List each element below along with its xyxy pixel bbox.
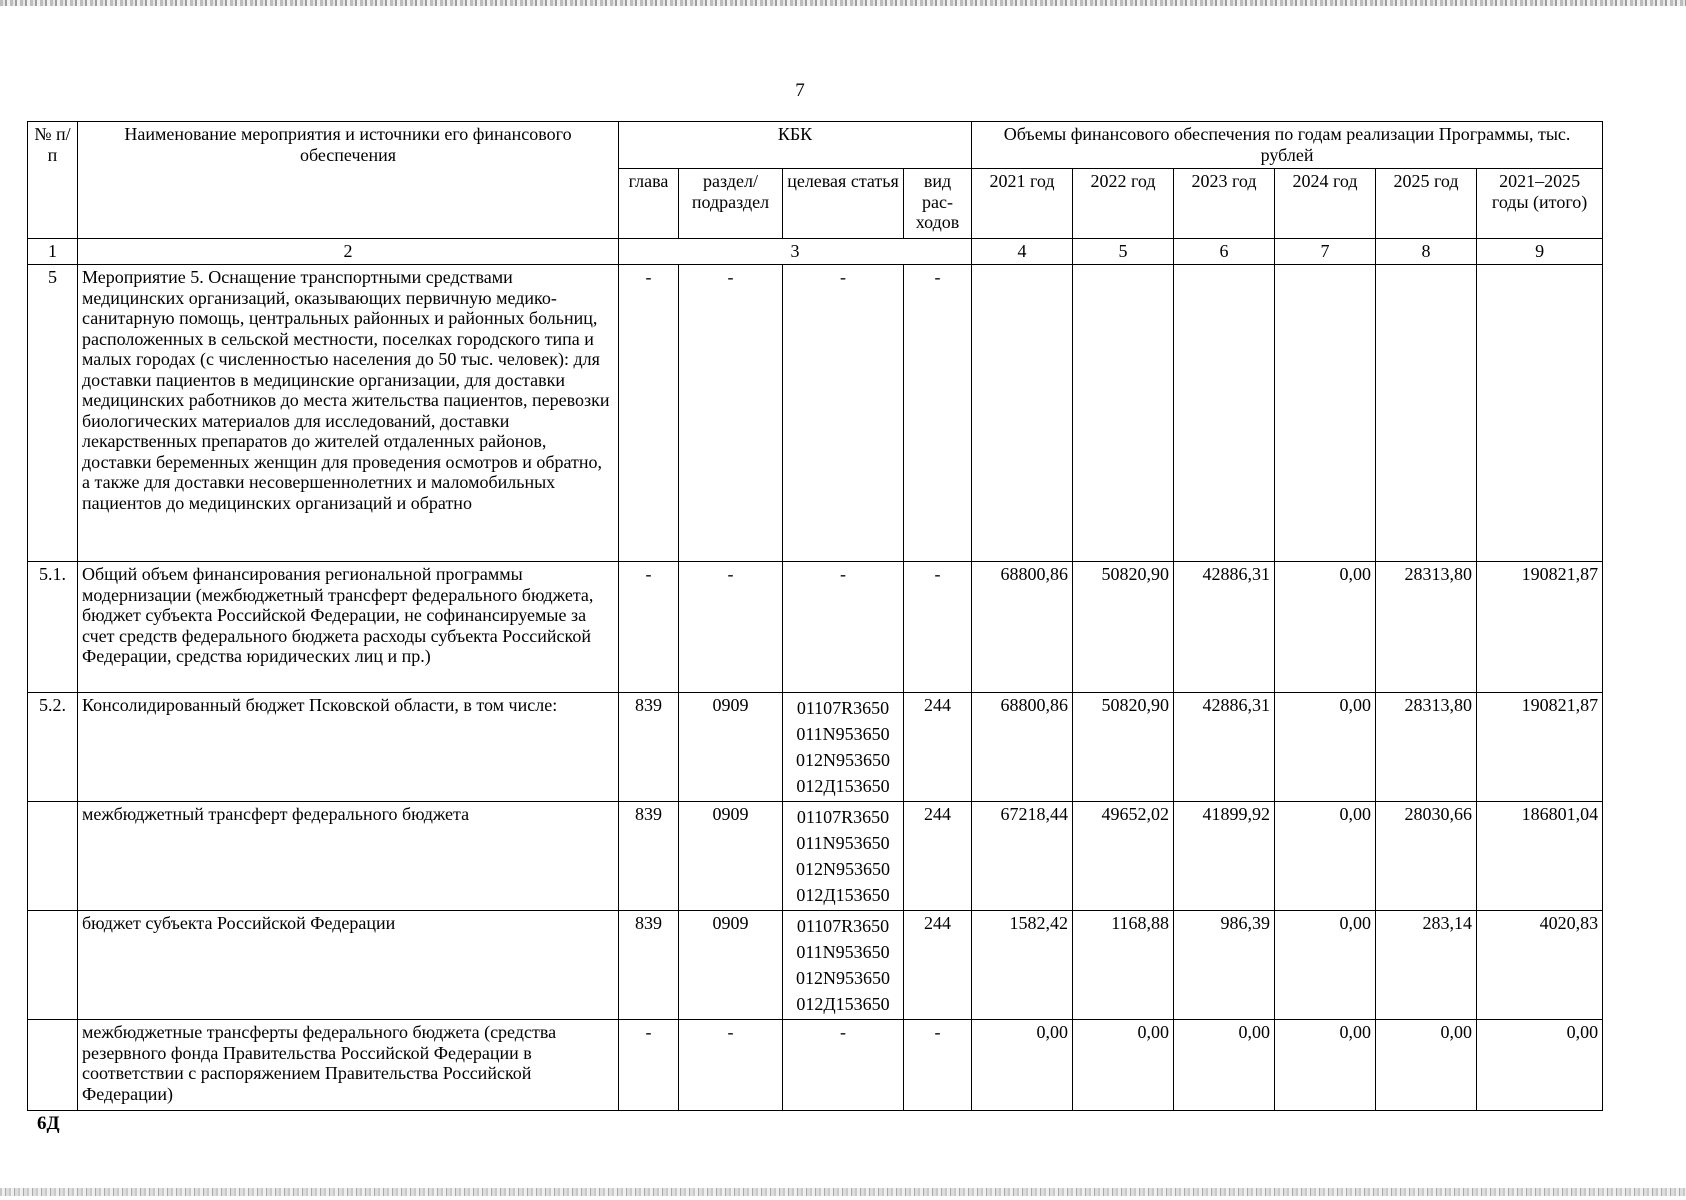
row-value — [1174, 265, 1275, 562]
row-value — [1477, 265, 1603, 562]
col-number: 4 — [972, 239, 1073, 265]
row-num: 5.1. — [28, 562, 78, 693]
row-value: 42886,31 — [1174, 693, 1275, 802]
col-number: 6 — [1174, 239, 1275, 265]
row-glava: 839 — [619, 693, 679, 802]
kbk-code: 012Д153650 — [796, 776, 890, 796]
row-value: 68800,86 — [972, 562, 1073, 693]
row-value: 42886,31 — [1174, 562, 1275, 693]
row-razdel: - — [679, 562, 783, 693]
row-name: бюджет субъекта Российской Федерации — [78, 911, 619, 1020]
row-razdel: 0909 — [679, 802, 783, 911]
col-number: 1 — [28, 239, 78, 265]
row-celevaya — [783, 802, 904, 911]
row-value: 4020,83 — [1477, 911, 1603, 1020]
row-value: 0,00 — [1073, 1020, 1174, 1111]
kbk-code: 01107R3650 — [796, 916, 890, 936]
kbk-code: 011N953650 — [796, 942, 890, 962]
table-row — [28, 693, 1603, 802]
row-razdel: 0909 — [679, 911, 783, 1020]
header-vid: вид рас-ходов — [904, 169, 972, 239]
kbk-code: 012N953650 — [796, 859, 890, 879]
row-vid: 244 — [904, 693, 972, 802]
row-value: 68800,86 — [972, 693, 1073, 802]
kbk-code: 011N953650 — [796, 833, 890, 853]
row-value: 283,14 — [1376, 911, 1477, 1020]
row-num — [28, 802, 78, 911]
row-celevaya — [783, 693, 904, 802]
row-celevaya: - — [783, 562, 904, 693]
row-glava: - — [619, 265, 679, 562]
table-row — [28, 562, 1603, 693]
row-value: 986,39 — [1174, 911, 1275, 1020]
header-year: 2021 год — [972, 169, 1073, 239]
header-celevaya: целевая статья — [783, 169, 904, 239]
row-razdel: - — [679, 265, 783, 562]
kbk-code: 012N953650 — [796, 968, 890, 988]
scan-edge-top — [0, 0, 1686, 6]
header-row-1 — [28, 122, 1603, 169]
row-vid: - — [904, 265, 972, 562]
row-value: 0,00 — [972, 1020, 1073, 1111]
row-celevaya — [783, 911, 904, 1020]
row-value — [1275, 265, 1376, 562]
row-value: 1168,88 — [1073, 911, 1174, 1020]
footer-code: 6Д — [37, 1113, 60, 1134]
row-value: 0,00 — [1275, 1020, 1376, 1111]
row-value — [972, 265, 1073, 562]
row-value: 0,00 — [1275, 802, 1376, 911]
kbk-code: 012Д153650 — [796, 994, 890, 1014]
col-number: 5 — [1073, 239, 1174, 265]
col-number: 7 — [1275, 239, 1376, 265]
table-row — [28, 265, 1603, 562]
row-value: 49652,02 — [1073, 802, 1174, 911]
col-number: 9 — [1477, 239, 1603, 265]
row-value: 41899,92 — [1174, 802, 1275, 911]
row-value: 0,00 — [1477, 1020, 1603, 1111]
row-celevaya: - — [783, 265, 904, 562]
row-name: Общий объем финансирования региональной программы модернизации (межбюджетный трансферт федерального бюджета, бюджет субъекта Российской Федерации, не софинансируемые за счет средств федерального бюджета расходы субъекта Российской Федерации, средства юридических лиц и пр.) — [78, 562, 619, 693]
table-row — [28, 1020, 1603, 1111]
row-glava: 839 — [619, 911, 679, 1020]
header-name: Наименование мероприятия и источники его финансового обеспечения — [78, 122, 619, 239]
row-value: 0,00 — [1275, 911, 1376, 1020]
financing-table — [27, 121, 1603, 1111]
row-num — [28, 911, 78, 1020]
row-value: 0,00 — [1275, 693, 1376, 802]
header-year-total: 2021–2025 годы (итого) — [1477, 169, 1603, 239]
row-name: межбюджетные трансферты федерального бюджета (средства резервного фонда Правительства Российской Федерации в соответствии с распоряжением Правительства Российской Федерации) — [78, 1020, 619, 1111]
scan-edge-bottom — [0, 1188, 1686, 1196]
row-vid: - — [904, 562, 972, 693]
kbk-code: 012Д153650 — [796, 885, 890, 905]
header-glava: глава — [619, 169, 679, 239]
col-number: 2 — [78, 239, 619, 265]
kbk-code: 01107R3650 — [796, 698, 890, 718]
header-year: 2022 год — [1073, 169, 1174, 239]
row-value: 190821,87 — [1477, 562, 1603, 693]
row-value: 28030,66 — [1376, 802, 1477, 911]
header-year: 2023 год — [1174, 169, 1275, 239]
col-number: 8 — [1376, 239, 1477, 265]
row-value: 0,00 — [1376, 1020, 1477, 1111]
row-celevaya: - — [783, 1020, 904, 1111]
row-num: 5.2. — [28, 693, 78, 802]
row-value: 0,00 — [1275, 562, 1376, 693]
row-glava: - — [619, 562, 679, 693]
row-name: межбюджетный трансферт федерального бюджета — [78, 802, 619, 911]
header-kbk: КБК — [619, 122, 972, 169]
page-number: 7 — [795, 80, 805, 101]
row-value — [1073, 265, 1174, 562]
row-name: Консолидированный бюджет Псковской области, в том числе: — [78, 693, 619, 802]
row-value: 0,00 — [1174, 1020, 1275, 1111]
row-value: 50820,90 — [1073, 562, 1174, 693]
row-name: Мероприятие 5. Оснащение транспортными средствами медицинских организаций, оказывающих первичную медико-санитарную помощь, центральных районных и районных больниц, расположенных в сельской местности, поселках городского типа и малых городах (с численностью населения до 50 тыс. человек): для доставки пациентов в медицинские организации, для доставки медицинских работников до места жительства пациентов, перевозки биологических материалов для исследований, доставки лекарственных препаратов до жителей отдаленных районов, доставки беременных женщин для проведения осмотров и обратно, а также для доставки несовершеннолетних и маломобильных пациентов до медицинских организаций и обратно — [78, 265, 619, 562]
row-razdel: - — [679, 1020, 783, 1111]
kbk-code: 01107R3650 — [796, 807, 890, 827]
row-value: 186801,04 — [1477, 802, 1603, 911]
row-vid: 244 — [904, 802, 972, 911]
column-numbers-row — [28, 239, 1603, 265]
row-vid: - — [904, 1020, 972, 1111]
row-razdel: 0909 — [679, 693, 783, 802]
row-value: 28313,80 — [1376, 693, 1477, 802]
header-year: 2025 год — [1376, 169, 1477, 239]
header-volumes: Объемы финансового обеспечения по годам реализации Программы, тыс. рублей — [972, 122, 1603, 169]
kbk-code: 011N953650 — [796, 724, 890, 744]
row-value: 190821,87 — [1477, 693, 1603, 802]
col-number: 3 — [619, 239, 972, 265]
row-glava: - — [619, 1020, 679, 1111]
row-value: 1582,42 — [972, 911, 1073, 1020]
row-glava: 839 — [619, 802, 679, 911]
kbk-code: 012N953650 — [796, 750, 890, 770]
row-value: 28313,80 — [1376, 562, 1477, 693]
row-vid: 244 — [904, 911, 972, 1020]
header-razdel: раздел/ подраздел — [679, 169, 783, 239]
row-num: 5 — [28, 265, 78, 562]
header-year: 2024 год — [1275, 169, 1376, 239]
row-value: 67218,44 — [972, 802, 1073, 911]
row-value: 50820,90 — [1073, 693, 1174, 802]
header-num: № п/п — [28, 122, 78, 239]
row-num — [28, 1020, 78, 1111]
row-value — [1376, 265, 1477, 562]
table-row — [28, 911, 1603, 1020]
table-row — [28, 802, 1603, 911]
